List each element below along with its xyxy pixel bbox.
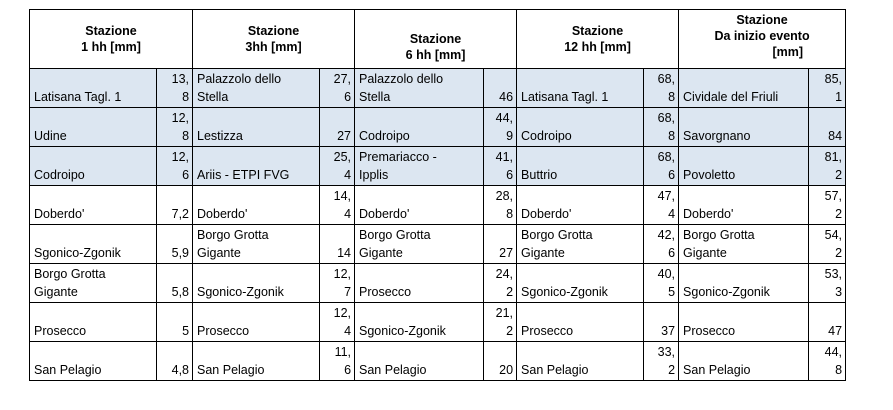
rainfall-value-cell: 14, 4 — [320, 186, 355, 225]
station-name-cell: Prosecco — [193, 303, 320, 342]
rainfall-value-cell: 4,8 — [157, 342, 193, 381]
rainfall-value-cell: 12, 6 — [157, 147, 193, 186]
station-name-cell: Palazzolo dello Stella — [193, 69, 320, 108]
header-row — [30, 10, 846, 69]
rainfall-value-cell: 27 — [320, 108, 355, 147]
table-row — [30, 147, 846, 186]
rainfall-value-cell: 5 — [157, 303, 193, 342]
station-name-cell: Latisana Tagl. 1 — [30, 69, 157, 108]
station-name-cell: Ariis - ETPI FVG — [193, 147, 320, 186]
rainfall-value-cell: 12, 7 — [320, 264, 355, 303]
rainfall-value-cell: 68, 6 — [644, 147, 679, 186]
station-name-cell: Sgonico-Zgonik — [193, 264, 320, 303]
header-6h-line1: Stazione — [409, 32, 462, 46]
table-row — [30, 264, 846, 303]
rainfall-value-cell: 54, 2 — [809, 225, 846, 264]
header-12h-line2: 12 hh [mm] — [564, 40, 631, 54]
header-6h — [355, 10, 517, 69]
rainfall-value-cell: 42, 6 — [644, 225, 679, 264]
table-row — [30, 342, 846, 381]
rainfall-value-cell: 44, 8 — [809, 342, 846, 381]
station-name-cell: Lestizza — [193, 108, 320, 147]
table-row — [30, 186, 846, 225]
station-name-cell: Sgonico-Zgonik — [517, 264, 644, 303]
station-name-cell: San Pelagio — [30, 342, 157, 381]
station-name-cell: Borgo Grotta Gigante — [193, 225, 320, 264]
rainfall-value-cell: 47 — [809, 303, 846, 342]
station-name-cell: Doberdo' — [517, 186, 644, 225]
station-name-cell: Sgonico-Zgonik — [679, 264, 809, 303]
rainfall-value-cell: 13, 8 — [157, 69, 193, 108]
rainfall-value-cell: 12, 4 — [320, 303, 355, 342]
rainfall-value-cell: 5,9 — [157, 225, 193, 264]
header-1h — [30, 10, 193, 69]
header-event — [679, 10, 846, 69]
rainfall-value-cell: 81, 2 — [809, 147, 846, 186]
rainfall-value-cell: 47, 4 — [644, 186, 679, 225]
station-name-cell: Borgo Grotta Gigante — [517, 225, 644, 264]
rainfall-value-cell: 40, 5 — [644, 264, 679, 303]
station-name-cell: Cividale del Friuli — [679, 69, 809, 108]
station-name-cell: Doberdo' — [355, 186, 484, 225]
station-name-cell: Savorgnano — [679, 108, 809, 147]
rainfall-value-cell: 12, 8 — [157, 108, 193, 147]
rainfall-value-cell: 27 — [484, 225, 517, 264]
header-3h-line1: Stazione — [247, 24, 300, 38]
rainfall-value-cell: 68, 8 — [644, 108, 679, 147]
table-body — [30, 69, 846, 381]
station-name-cell: Codroipo — [355, 108, 484, 147]
rainfall-stations-table — [29, 9, 846, 381]
station-name-cell: Codroipo — [30, 147, 157, 186]
station-name-cell: Udine — [30, 108, 157, 147]
rainfall-value-cell: 21, 2 — [484, 303, 517, 342]
rainfall-value-cell: 53, 3 — [809, 264, 846, 303]
rainfall-value-cell: 41, 6 — [484, 147, 517, 186]
station-name-cell: Povoletto — [679, 147, 809, 186]
station-name-cell: Prosecco — [30, 303, 157, 342]
rainfall-value-cell: 27, 6 — [320, 69, 355, 108]
header-6h-line2: 6 hh [mm] — [405, 48, 466, 62]
header-event-line2: Da inizio evento — [714, 29, 810, 43]
rainfall-value-cell: 25, 4 — [320, 147, 355, 186]
table-row — [30, 108, 846, 147]
rainfall-value-cell: 68, 8 — [644, 69, 679, 108]
header-1h-line2: 1 hh [mm] — [81, 40, 141, 54]
table-row — [30, 303, 846, 342]
rainfall-value-cell: 7,2 — [157, 186, 193, 225]
header-event-line3: [mm] — [772, 45, 804, 59]
header-3h — [193, 10, 355, 69]
header-3h-line2: 3hh [mm] — [245, 40, 302, 54]
station-name-cell: Sgonico-Zgonik — [30, 225, 157, 264]
station-name-cell: Palazzolo dello Stella — [355, 69, 484, 108]
station-name-cell: Prosecco — [355, 264, 484, 303]
rainfall-value-cell: 11, 6 — [320, 342, 355, 381]
station-name-cell: Borgo Grotta Gigante — [355, 225, 484, 264]
rainfall-value-cell: 84 — [809, 108, 846, 147]
header-12h — [517, 10, 679, 69]
station-name-cell: Premariacco - Ipplis — [355, 147, 484, 186]
station-name-cell: Prosecco — [517, 303, 644, 342]
station-name-cell: Latisana Tagl. 1 — [517, 69, 644, 108]
station-name-cell: Doberdo' — [193, 186, 320, 225]
rainfall-value-cell: 5,8 — [157, 264, 193, 303]
rainfall-value-cell: 20 — [484, 342, 517, 381]
station-name-cell: San Pelagio — [355, 342, 484, 381]
station-name-cell: Doberdo' — [30, 186, 157, 225]
rainfall-value-cell: 46 — [484, 69, 517, 108]
station-name-cell: Borgo Grotta Gigante — [30, 264, 157, 303]
station-name-cell: Borgo Grotta Gigante — [679, 225, 809, 264]
rainfall-value-cell: 33, 2 — [644, 342, 679, 381]
rainfall-value-cell: 24, 2 — [484, 264, 517, 303]
header-event-line1: Stazione — [736, 13, 788, 27]
header-12h-line1: Stazione — [571, 24, 624, 38]
rainfall-value-cell: 85, 1 — [809, 69, 846, 108]
rainfall-value-cell: 44, 9 — [484, 108, 517, 147]
table-row — [30, 225, 846, 264]
station-name-cell: San Pelagio — [679, 342, 809, 381]
rainfall-value-cell: 28, 8 — [484, 186, 517, 225]
header-1h-line1: Stazione — [85, 24, 137, 38]
station-name-cell: Prosecco — [679, 303, 809, 342]
station-name-cell: Sgonico-Zgonik — [355, 303, 484, 342]
station-name-cell: Codroipo — [517, 108, 644, 147]
rainfall-value-cell: 57, 2 — [809, 186, 846, 225]
station-name-cell: Buttrio — [517, 147, 644, 186]
table-row — [30, 69, 846, 108]
station-name-cell: San Pelagio — [517, 342, 644, 381]
rainfall-value-cell: 14 — [320, 225, 355, 264]
station-name-cell: San Pelagio — [193, 342, 320, 381]
rainfall-value-cell: 37 — [644, 303, 679, 342]
station-name-cell: Doberdo' — [679, 186, 809, 225]
